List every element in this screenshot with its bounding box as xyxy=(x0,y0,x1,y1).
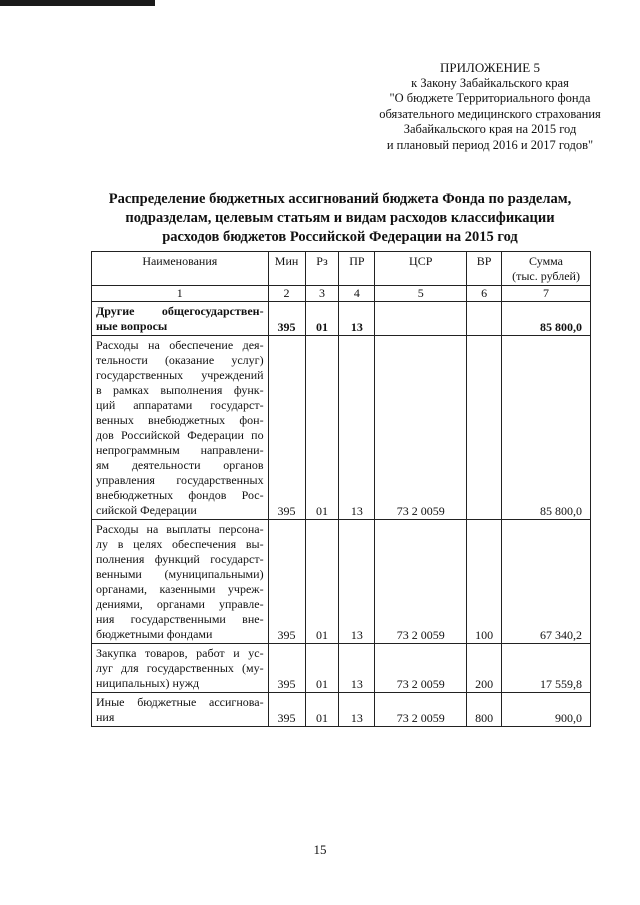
table-row xyxy=(92,336,591,520)
col-header-sum-line1: Сумма xyxy=(529,254,564,268)
row-name-line: Иные бюджетные ассигнова- xyxy=(96,695,264,709)
row-rz: 01 xyxy=(305,520,339,644)
row-vr: 800 xyxy=(467,693,502,727)
col-header-min: Мин xyxy=(268,252,305,286)
row-rz: 01 xyxy=(305,693,339,727)
row-csr: 73 2 0059 xyxy=(375,644,467,693)
column-number: 1 xyxy=(92,286,269,302)
row-name-line: ные вопросы xyxy=(96,319,168,333)
row-name-line: ния xyxy=(96,710,115,724)
row-vr xyxy=(467,336,502,520)
row-name xyxy=(92,644,269,693)
row-name-line: полнения функций государст- xyxy=(96,552,264,566)
row-name-line: бюджетными фондами xyxy=(96,627,213,641)
col-header-rz: Рз xyxy=(305,252,339,286)
appendix-line: Забайкальского края на 2015 год xyxy=(403,122,577,136)
row-name-line: внебюджетных фондов Рос- xyxy=(96,488,264,502)
row-sum: 85 800,0 xyxy=(502,336,591,520)
table-row xyxy=(92,302,591,336)
appendix-block xyxy=(340,60,640,153)
table-row xyxy=(92,520,591,644)
col-header-name: Наименования xyxy=(92,252,269,286)
col-header-vr: ВР xyxy=(467,252,502,286)
row-name-line: ниципальных) нужд xyxy=(96,676,200,690)
row-name-line: в рамках выполнения функ- xyxy=(96,383,264,397)
row-name-line: государственных учреждений xyxy=(96,368,264,382)
page-number: 15 xyxy=(313,842,327,857)
column-number: 2 xyxy=(268,286,305,302)
row-name-line: Закупка товаров, работ и ус- xyxy=(96,646,264,660)
column-number: 5 xyxy=(375,286,467,302)
row-name xyxy=(92,693,269,727)
column-number-row xyxy=(92,286,591,302)
column-number: 7 xyxy=(502,286,591,302)
col-header-csr: ЦСР xyxy=(375,252,467,286)
row-name-line: ния государственными вне- xyxy=(96,612,264,626)
row-csr: 73 2 0059 xyxy=(375,336,467,520)
table-header-row xyxy=(92,252,591,286)
col-header-sum xyxy=(502,252,591,286)
row-vr xyxy=(467,302,502,336)
row-name-line: венными (муниципальными) xyxy=(96,567,264,581)
row-name-line: лу в целях обеспечения вы- xyxy=(96,537,264,551)
row-min: 395 xyxy=(268,693,305,727)
row-min: 395 xyxy=(268,302,305,336)
table-row xyxy=(92,693,591,727)
document-heading xyxy=(90,190,590,247)
col-header-pr: ПР xyxy=(339,252,375,286)
row-vr: 100 xyxy=(467,520,502,644)
row-csr: 73 2 0059 xyxy=(375,520,467,644)
row-sum: 17 559,8 xyxy=(502,644,591,693)
appendix-line: "О бюджете Территориального фонда xyxy=(389,91,591,105)
column-number: 6 xyxy=(467,286,502,302)
row-name-line: тельности (оказание услуг) xyxy=(96,353,264,367)
row-name-line: сийской Федерации xyxy=(96,503,197,517)
row-name-line: венных внебюджетных фон- xyxy=(96,413,264,427)
column-number: 4 xyxy=(339,286,375,302)
column-number: 3 xyxy=(305,286,339,302)
row-name-line: органами, казенными учреж- xyxy=(96,582,264,596)
row-name-line: Расходы на обеспечение дея- xyxy=(96,338,264,352)
row-csr: 73 2 0059 xyxy=(375,693,467,727)
row-rz: 01 xyxy=(305,336,339,520)
row-name-line: управления государственных xyxy=(96,473,264,487)
row-csr xyxy=(375,302,467,336)
col-header-sum-line2: (тыс. рублей) xyxy=(512,269,580,283)
row-name-line: ций аппаратами государст- xyxy=(96,398,264,412)
row-pr: 13 xyxy=(339,302,375,336)
row-min: 395 xyxy=(268,520,305,644)
row-min: 395 xyxy=(268,644,305,693)
row-sum: 67 340,2 xyxy=(502,520,591,644)
row-vr: 200 xyxy=(467,644,502,693)
row-pr: 13 xyxy=(339,336,375,520)
appendix-line: обязательного медицинского страхования xyxy=(379,106,601,121)
heading-line: расходов бюджетов Российской Федерации на 2015 год xyxy=(162,229,518,245)
row-name xyxy=(92,520,269,644)
row-name-line: дениями, органами управле- xyxy=(96,597,264,611)
heading-line: подразделам, целевым статьям и видам расходов классификации xyxy=(125,210,555,226)
row-sum: 900,0 xyxy=(502,693,591,727)
row-pr: 13 xyxy=(339,693,375,727)
appendix-line: и плановый период 2016 и 2017 годов" xyxy=(386,137,594,152)
row-pr: 13 xyxy=(339,644,375,693)
row-name xyxy=(92,336,269,520)
row-name-line: луг для государственных (му- xyxy=(96,661,264,675)
row-name-line: Расходы на выплаты персона- xyxy=(96,522,264,536)
budget-table xyxy=(91,251,591,727)
row-name-line: непрограммным направлени- xyxy=(96,443,264,457)
scan-top-edge-bar xyxy=(0,0,155,6)
table-row xyxy=(92,644,591,693)
appendix-title: ПРИЛОЖЕНИЕ 5 xyxy=(440,60,540,75)
heading-line: Распределение бюджетных ассигнований бюджета Фонда по разделам, xyxy=(108,191,572,207)
row-name-line: Другие общегосударствен- xyxy=(96,304,264,318)
row-min: 395 xyxy=(268,336,305,520)
row-name-line: ям деятельности органов xyxy=(96,458,264,472)
row-rz: 01 xyxy=(305,302,339,336)
row-rz: 01 xyxy=(305,644,339,693)
row-pr: 13 xyxy=(339,520,375,644)
row-name xyxy=(92,302,269,336)
appendix-line: к Закону Забайкальского края xyxy=(411,75,569,90)
row-name-line: дов Российской Федерации по xyxy=(96,428,264,442)
row-sum: 85 800,0 xyxy=(502,302,591,336)
